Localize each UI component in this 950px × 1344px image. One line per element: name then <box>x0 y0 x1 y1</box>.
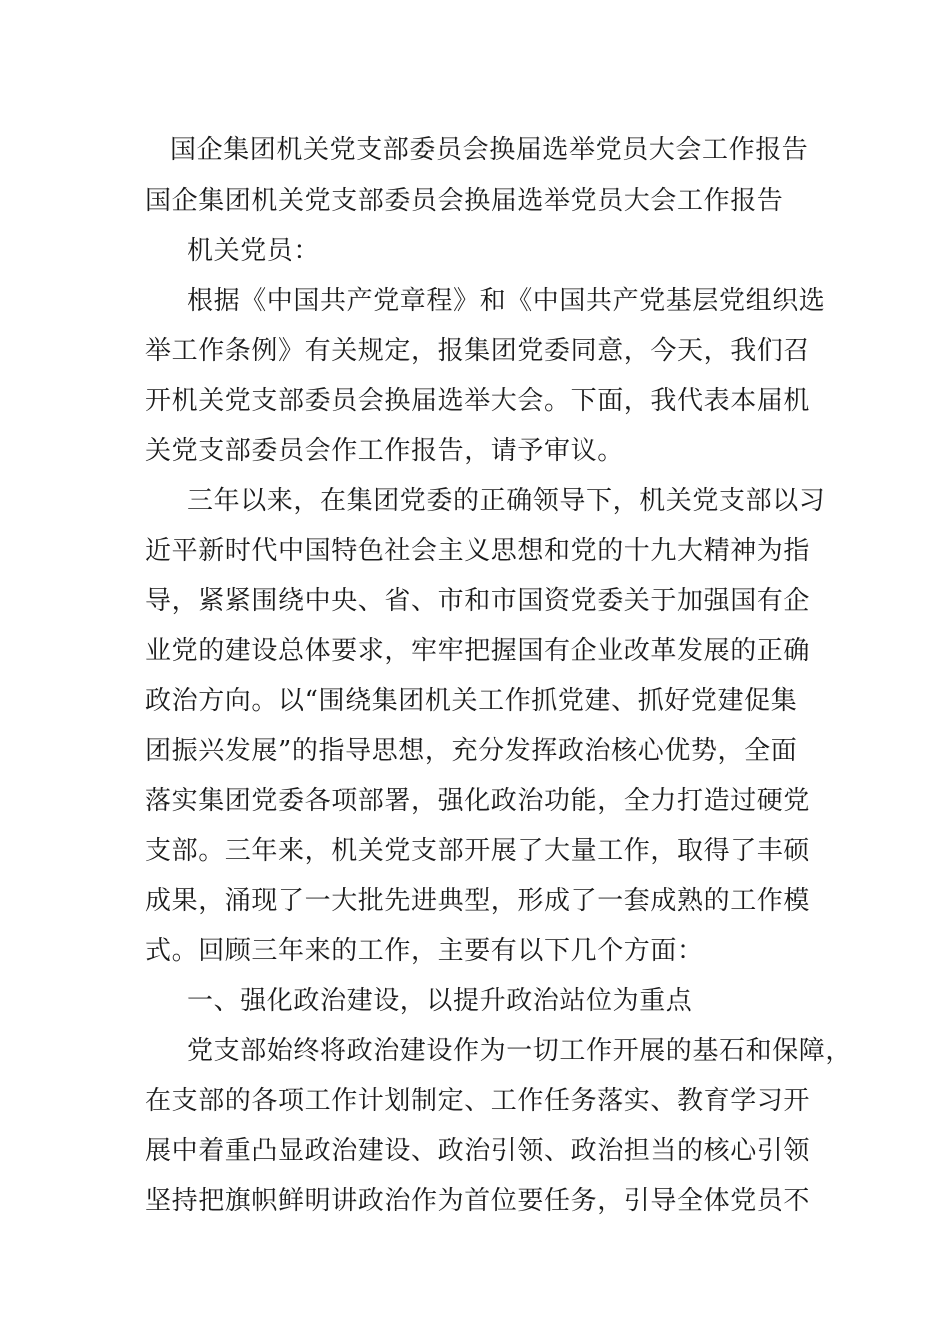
paragraph-line: 在支部的各项工作计划制定、工作任务落实、教育学习开 <box>145 1086 811 1116</box>
paragraph-line: 坚持把旗帜鲜明讲政治作为首位要任务，引导全体党员不 <box>145 1186 811 1216</box>
paragraph-line: 团振兴发展”的指导思想，充分发挥政治核心优势，全面 <box>145 736 798 766</box>
paragraph-line: 政治方向。以“围绕集团机关工作抓党建、抓好党建促集 <box>145 686 798 716</box>
paragraph-line: 关党支部委员会作工作报告，请予审议。 <box>145 436 624 466</box>
paragraph-line: 导，紧紧围绕中央、省、市和市国资党委关于加强国有企 <box>145 586 811 616</box>
salutation: 机关党员： <box>187 236 321 266</box>
paragraph-line: 式。回顾三年来的工作，主要有以下几个方面： <box>145 936 704 966</box>
paragraph-line: 根据《中国共产党章程》和《中国共产党基层党组织选 <box>187 286 826 316</box>
paragraph-line: 近平新时代中国特色社会主义思想和党的十九大精神为指 <box>145 536 811 566</box>
paragraph-line: 落实集团党委各项部署，强化政治功能，全力打造过硬党 <box>145 786 811 816</box>
document-title-repeat: 国企集团机关党支部委员会换届选举党员大会工作报告 <box>145 186 784 216</box>
paragraph-line: 业党的建设总体要求，牢牢把握国有企业改革发展的正确 <box>145 636 811 666</box>
paragraph-line: 开机关党支部委员会换届选举大会。下面，我代表本届机 <box>145 386 811 416</box>
document-title: 国企集团机关党支部委员会换届选举党员大会工作报告 <box>170 135 809 165</box>
paragraph-line: 支部。三年来，机关党支部开展了大量工作，取得了丰硕 <box>145 836 811 866</box>
paragraph-line: 三年以来，在集团党委的正确领导下，机关党支部以习 <box>187 486 826 516</box>
paragraph-line: 举工作条例》有关规定，报集团党委同意，今天，我们召 <box>145 336 811 366</box>
section-heading: 一、强化政治建设，以提升政治站位为重点 <box>187 986 693 1016</box>
paragraph-line: 展中着重凸显政治建设、政治引领、政治担当的核心引领 <box>145 1136 811 1166</box>
paragraph-line: 党支部始终将政治建设作为一切工作开展的基石和保障， <box>187 1036 853 1066</box>
paragraph-line: 成果，涌现了一大批先进典型，形成了一套成熟的工作模 <box>145 886 811 916</box>
